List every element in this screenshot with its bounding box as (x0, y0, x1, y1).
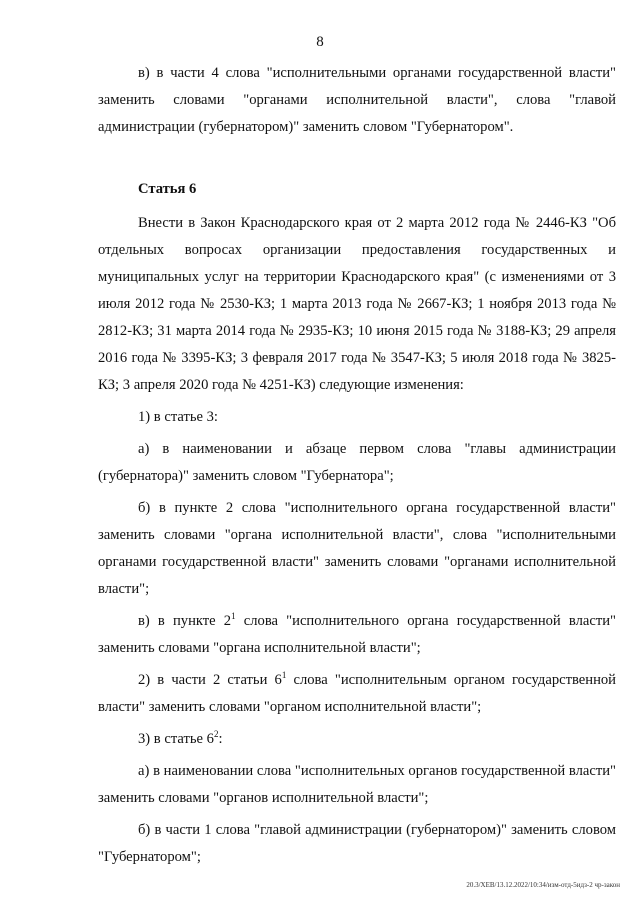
page-number: 8 (316, 34, 324, 50)
paragraph-item-3-lead: 3) в статье 6 (138, 731, 214, 747)
paragraph-v-part-4: в) в части 4 слова "исполнительными органами государственной власти" заменить словами "органами исполнительной власти", слова "главой администрации (губернатором)" заменить словом "Губернатором". (98, 65, 616, 135)
paragraph-item-3a: а) в наименовании слова "исполнительных органов государственной власти" заменить словами "органов исполнительной власти"; (98, 763, 616, 806)
paragraph-item-1a: а) в наименовании и абзаце первом слова "главы администрации (губернатора)" заменить словом "Губернатора"; (98, 441, 616, 484)
paragraph-item-1v (98, 608, 616, 662)
paragraph-item-3b: б) в части 1 слова "главой администрации (губернатором)" заменить словом "Губернатором"; (98, 822, 616, 865)
paragraph-item-3-rest: : (218, 731, 223, 747)
paragraph-intro: Внести в Закон Краснодарского края от 2 марта 2012 года № 2446-КЗ "Об отдельных вопросах организации предоставления государственных и муниципальных услуг на территории Краснодарского края" (с изменениями от 3 июля 2012 года № 2530-КЗ; 1 марта 2013 года № 2667-КЗ; 1 ноября 2013 года № 2812-КЗ; 31 марта 2014 года № 2935-КЗ; 10 июня 2015 года № 3188-КЗ; 29 апреля 2016 года № 3395-КЗ; 3 февраля 2017 года № 3547-КЗ; 5 июля 2018 года № 3825-КЗ; 3 апреля 2020 года № 4251-КЗ) следующие изменения: (98, 215, 616, 393)
paragraph-item-2-rest: слова "исполнительным органом государственной власти" заменить словами "органом исполнительной власти"; (98, 672, 616, 715)
article-heading: Статья 6 (138, 181, 197, 197)
footer-document-code: 20.3/XEB/13.12.2022/10:34/изм-отд-5идз-2 чр-закон (466, 881, 620, 889)
document-body (98, 60, 616, 871)
superscript-index: 1 (281, 670, 287, 681)
superscript-index: 1 (231, 611, 236, 622)
paragraph-item-1v-rest: слова "исполнительного органа государственной власти" заменить словами "органа исполнительной власти"; (98, 613, 616, 656)
paragraph-item-2-lead: 2) в части 2 статьи 6 (138, 672, 282, 688)
paragraph-item-1b: б) в пункте 2 слова "исполнительного органа государственной власти" заменить словами "органа исполнительной власти", слова "исполнительными органами государственной власти" заменить словами "органами исполнительной власти"; (98, 500, 616, 597)
superscript-index: 2 (213, 729, 219, 740)
paragraph-item-1: 1) в статье 3: (138, 409, 218, 425)
paragraph-item-3 (98, 726, 616, 753)
paragraph-item-2 (98, 667, 616, 721)
paragraph-item-1v-lead: в) в пункте 2 (138, 613, 232, 629)
